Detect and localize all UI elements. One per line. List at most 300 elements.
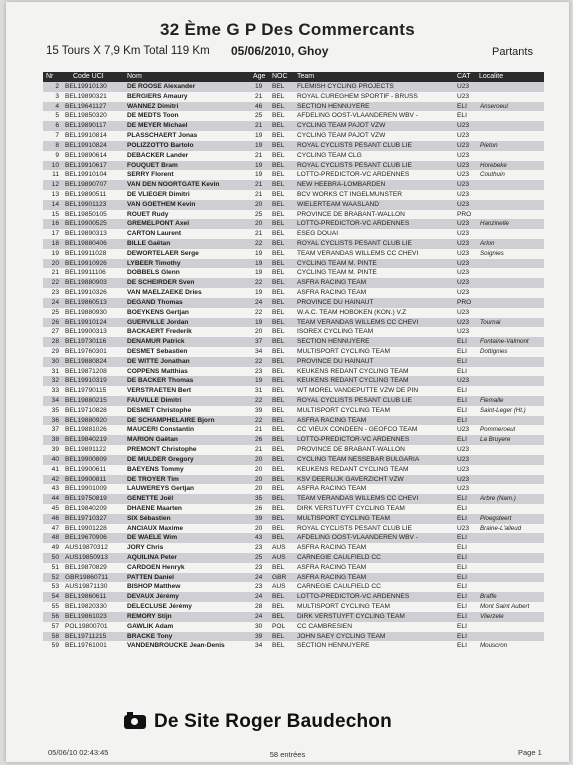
- cell-noc: BEL: [272, 504, 285, 512]
- cell-noc: BEL: [272, 249, 285, 257]
- cell-nr: 10: [51, 161, 59, 169]
- cell-nr: 4: [55, 102, 59, 110]
- cell-name: BILLE Gaëtan: [127, 240, 171, 247]
- cell-category: ELI: [457, 544, 467, 552]
- cell-nr: 49: [51, 544, 59, 552]
- cell-category: U23: [457, 141, 470, 149]
- cell-uci-code: BEL19760301: [65, 347, 107, 355]
- cell-localite: Tournai: [480, 318, 501, 326]
- cell-category: ELI: [457, 563, 467, 571]
- cell-noc: BEL: [272, 416, 285, 424]
- cell-name: VAN DEN NOORTGATE Kevin: [127, 181, 220, 189]
- cell-age: 24: [255, 298, 263, 306]
- cell-nr: 51: [51, 563, 59, 571]
- cell-category: U23: [457, 132, 470, 140]
- cell-nr: 39: [51, 446, 59, 454]
- cell-name: CARTON Laurent: [127, 230, 182, 238]
- cell-noc: BEL: [272, 514, 285, 522]
- cell-uci-code: BEL19710828: [65, 406, 107, 414]
- cell-noc: BEL: [272, 347, 285, 355]
- cell-team: ASFRA RACING TEAM: [297, 289, 367, 297]
- cell-team: LOTTO-PREDICTOR-VC ARDENNES: [297, 436, 410, 444]
- cell-uci-code: BEL19910326: [65, 289, 107, 297]
- cell-category: ELI: [457, 102, 467, 110]
- cell-name: PATTEN Daniel: [127, 573, 175, 581]
- cell-localite: Soignies: [480, 249, 504, 257]
- cell-name: DE WITTE Jonathan: [127, 357, 190, 365]
- cell-noc: BEL: [272, 308, 285, 316]
- cell-team: SECTION HENNUYERE: [297, 102, 370, 110]
- cell-localite: Anseroeul: [480, 102, 508, 110]
- cell-category: U23: [457, 161, 470, 169]
- table-row: [43, 151, 544, 161]
- cell-localite: Fontaine-Valmont: [480, 338, 529, 346]
- cell-noc: BEL: [272, 436, 285, 444]
- cell-category: U23: [457, 318, 470, 326]
- cell-noc: BEL: [272, 426, 285, 434]
- cell-name: VERSTRAETEN Bert: [127, 387, 192, 395]
- cell-category: U23: [457, 328, 470, 336]
- cell-team: ROYAL CYCLISTS PESANT CLUB LIE: [297, 240, 412, 247]
- cell-team: CARNEGIE CAULFIELD CC: [297, 554, 381, 561]
- cell-team: SECTION HENNUYERE: [297, 338, 370, 346]
- cell-nr: 13: [51, 190, 59, 198]
- cell-nr: 57: [51, 622, 59, 630]
- cell-localite: Braine-L'alleud: [480, 524, 522, 532]
- cell-category: PRO: [457, 298, 472, 306]
- cell-team: CYCLING TEAM PAJOT VZW: [297, 132, 386, 140]
- cell-localite: Ploegsteert: [480, 514, 512, 522]
- cell-age: 22: [255, 397, 263, 404]
- cell-nr: 42: [51, 475, 59, 483]
- cell-uci-code: BEL19790115: [65, 387, 107, 395]
- col-noc: NOC: [272, 73, 288, 80]
- table-row: [43, 622, 544, 632]
- table-row: [43, 445, 544, 455]
- col-nr: Nr: [46, 73, 54, 80]
- cell-category: U23: [457, 259, 470, 267]
- table-row: [43, 111, 544, 121]
- cell-localite: Dottignies: [480, 347, 508, 355]
- document-page: [6, 2, 569, 762]
- table-row: [43, 563, 544, 573]
- cell-uci-code: BEL19870829: [65, 563, 107, 571]
- cell-age: 39: [255, 514, 263, 522]
- table-header: [43, 72, 544, 82]
- cell-category: ELI: [457, 397, 467, 404]
- cell-noc: BEL: [272, 181, 285, 189]
- cell-name: DE TROYER Tim: [127, 475, 179, 483]
- cell-category: U23: [457, 122, 470, 130]
- cell-team: CC CAMBRESIEN: [297, 622, 352, 630]
- cell-nr: 44: [51, 495, 59, 503]
- entries-count: 58 entrées: [269, 750, 306, 759]
- cell-team: FLEMISH CYCLING PROJECTS: [297, 83, 394, 90]
- cell-uci-code: BEL19880920: [65, 416, 107, 424]
- cell-age: 23: [255, 583, 263, 591]
- cell-team: LOTTO-PREDICTOR-VC ARDENNES: [297, 593, 410, 601]
- cell-uci-code: BEL19900525: [65, 220, 107, 228]
- cell-category: ELI: [457, 554, 467, 561]
- cell-nr: 12: [51, 181, 59, 189]
- cell-team: BCV WORKS CT INGELMUNSTER: [297, 190, 403, 198]
- cell-age: 23: [255, 367, 263, 375]
- cell-team: ROYAL CUREGHEM SPORTIF - BRUSS: [297, 92, 418, 100]
- cell-category: ELI: [457, 338, 467, 346]
- cell-name: DESMET Christophe: [127, 406, 192, 414]
- cell-category: U23: [457, 475, 470, 483]
- cell-nr: 5: [55, 112, 59, 120]
- cell-uci-code: BEL19901228: [65, 524, 107, 532]
- cell-name: DE BACKER Thomas: [127, 377, 194, 385]
- cell-uci-code: BEL19911028: [65, 249, 107, 257]
- cell-category: ELI: [457, 632, 467, 640]
- cell-name: DEBACKER Lander: [127, 151, 189, 159]
- col-localite: Localite: [479, 73, 504, 80]
- cell-nr: 31: [51, 367, 59, 375]
- cell-age: 34: [255, 347, 263, 355]
- cell-age: 21: [255, 92, 263, 100]
- cell-age: 19: [255, 132, 263, 140]
- table-row: [43, 582, 544, 592]
- cell-noc: BEL: [272, 367, 285, 375]
- cell-category: PRO: [457, 210, 472, 218]
- cell-nr: 16: [51, 220, 59, 228]
- cell-uci-code: AUS19850913: [65, 554, 108, 561]
- cell-age: 21: [255, 151, 263, 159]
- table-row: [43, 239, 544, 249]
- cell-noc: BEL: [272, 603, 285, 611]
- cell-name: DEWORTELAER Serge: [127, 249, 199, 257]
- cell-name: DENAMUR Patrick: [127, 338, 185, 346]
- cell-category: U23: [457, 230, 470, 238]
- cell-team: MULTISPORT CYCLING TEAM: [297, 514, 390, 522]
- table-row: [43, 465, 544, 475]
- page-number: Page 1: [518, 748, 542, 757]
- cell-name: BAEYENS Tommy: [127, 465, 184, 473]
- cell-nr: 55: [51, 603, 59, 611]
- cell-age: 21: [255, 122, 263, 130]
- cell-nr: 35: [51, 406, 59, 414]
- cell-nr: 20: [51, 259, 59, 267]
- cell-age: 19: [255, 377, 263, 385]
- table-row: [43, 504, 544, 514]
- cell-category: U23: [457, 249, 470, 257]
- cell-noc: BEL: [272, 171, 285, 179]
- cell-nr: 9: [55, 151, 59, 159]
- page-title: 32 Ème G P Des Commercants: [159, 20, 416, 39]
- cell-uci-code: BEL19820330: [65, 603, 107, 611]
- cell-name: DEVAUX Jérémy: [127, 593, 179, 601]
- cell-team: ESEG DOUAI: [297, 230, 339, 238]
- cell-name: PREMONT Christophe: [127, 446, 197, 454]
- cell-team: PROVINCE DE BRABANT-WALLON: [297, 210, 405, 218]
- cell-category: U23: [457, 485, 470, 493]
- cell-noc: AUS: [272, 544, 286, 552]
- cell-team: ROYAL CYCLISTS PESANT CLUB LIE: [297, 524, 412, 532]
- cell-nr: 48: [51, 534, 59, 542]
- cell-nr: 6: [55, 122, 59, 130]
- cell-category: ELI: [457, 603, 467, 611]
- table-row: [43, 259, 544, 269]
- cell-nr: 43: [51, 485, 59, 493]
- cell-team: LOTTO-PREDICTOR-VC ARDENNES: [297, 220, 410, 228]
- cell-age: 39: [255, 406, 263, 414]
- cell-nr: 41: [51, 465, 59, 473]
- cell-name: PLASSCHAERT Jonas: [127, 132, 198, 140]
- cell-noc: BEL: [272, 406, 285, 414]
- cell-uci-code: BEL19911106: [65, 269, 106, 277]
- cell-name: BACKAERT Frederik: [127, 328, 192, 336]
- print-timestamp: 05/06/10 02:43:45: [48, 748, 109, 757]
- table-row: [43, 229, 544, 239]
- cell-age: 39: [255, 632, 263, 640]
- cell-category: ELI: [457, 112, 467, 120]
- cell-age: 23: [255, 563, 263, 571]
- cell-age: 24: [255, 573, 263, 581]
- cell-name: DEGAND Thomas: [127, 298, 183, 306]
- cell-nr: 3: [55, 92, 59, 100]
- cell-age: 19: [255, 249, 263, 257]
- cell-name: WANNEZ Dimitri: [127, 102, 179, 110]
- cell-noc: BEL: [272, 200, 285, 208]
- cell-uci-code: BEL19890321: [65, 92, 107, 100]
- cell-team: ISOREX CYCLING TEAM: [297, 328, 374, 336]
- cell-nr: 2: [55, 83, 59, 90]
- cell-category: U23: [457, 181, 470, 189]
- table-row: [43, 641, 544, 651]
- cell-category: ELI: [457, 573, 467, 581]
- cell-nr: 54: [51, 593, 59, 601]
- cell-localite: Arbre (Nam.): [480, 495, 516, 503]
- cell-noc: BEL: [272, 259, 285, 267]
- cell-uci-code: BEL19761001: [65, 642, 107, 650]
- cell-uci-code: BEL19890614: [65, 151, 107, 159]
- cell-name: SERRY Florent: [127, 171, 174, 179]
- cell-team: LOTTO-PREDICTOR-VC ARDENNES: [297, 171, 410, 179]
- list-type: Partants: [492, 46, 533, 58]
- cell-team: WT MOREL VANDEPUTTE VZW DE PIN: [297, 387, 419, 395]
- table-row: [43, 484, 544, 494]
- cell-team: ASFRA RACING TEAM: [297, 573, 367, 581]
- cell-team: CARNEGIE CAULFIELD CC: [297, 583, 381, 591]
- cell-age: 23: [255, 544, 263, 552]
- cell-uci-code: BEL19880903: [65, 279, 107, 287]
- cell-uci-code: BEL19910130: [65, 83, 107, 90]
- table-row: [43, 92, 544, 102]
- cell-age: 22: [255, 416, 263, 424]
- table-row: [43, 288, 544, 298]
- cell-uci-code: BEL19860611: [65, 593, 107, 601]
- cell-team: CC VIEUX CONDEEN - GEOFCO TEAM: [297, 426, 418, 434]
- cell-category: U23: [457, 524, 470, 532]
- cell-nr: 25: [51, 308, 59, 316]
- table-row: [43, 425, 544, 435]
- cell-team: CYCLING TEAM NESSEBAR BULGARIA: [297, 455, 420, 463]
- cell-noc: AUS: [272, 583, 286, 591]
- cell-uci-code: BEL19670906: [65, 534, 107, 542]
- cell-nr: 11: [52, 171, 59, 179]
- cell-uci-code: BEL19711215: [65, 632, 107, 640]
- cell-name: FAUVILLE Dimitri: [127, 397, 182, 404]
- cell-uci-code: BEL19880215: [65, 397, 107, 404]
- cell-age: 21: [255, 190, 263, 198]
- cell-team: ROYAL CYCLISTS PESANT CLUB LIE: [297, 161, 412, 169]
- table-row: [43, 386, 544, 396]
- cell-nr: 59: [51, 642, 59, 650]
- cell-noc: BEL: [272, 446, 285, 454]
- cell-name: BRACKE Tony: [127, 632, 173, 640]
- cell-category: ELI: [457, 504, 467, 512]
- cell-nr: 22: [51, 279, 59, 287]
- cell-age: 22: [255, 240, 263, 247]
- cell-category: ELI: [457, 612, 467, 620]
- cell-team: KEUKENS REDANT CYCLING TEAM: [297, 377, 409, 385]
- cell-team: TEAM VERANDAS WILLEMS CC CHEVI: [297, 495, 419, 503]
- cell-name: GREMELPONT Axel: [127, 220, 190, 228]
- cell-team: TEAM VERANDAS WILLEMS CC CHEVI: [297, 318, 419, 326]
- cell-nr: 45: [51, 504, 59, 512]
- cell-noc: BEL: [272, 279, 285, 287]
- cell-uci-code: BEL19900811: [65, 475, 107, 483]
- cell-name: JORY Chris: [127, 544, 164, 552]
- cell-uci-code: BEL19910926: [65, 259, 107, 267]
- cell-name: BISHOP Matthew: [127, 583, 181, 591]
- cell-team: WIELERTEAM WAASLAND: [297, 200, 380, 208]
- cell-noc: BEL: [272, 397, 285, 404]
- cell-name: LAUWEREYS Gertjan: [127, 485, 195, 493]
- cell-uci-code: BEL19910319: [65, 377, 107, 385]
- cell-uci-code: BEL19750819: [65, 495, 107, 503]
- cell-nr: 33: [51, 387, 59, 395]
- cell-uci-code: BEL19901123: [65, 200, 107, 208]
- cell-age: 28: [255, 603, 263, 611]
- race-date-location: 05/06/2010, Ghoy: [231, 44, 329, 58]
- site-logo: [124, 710, 392, 734]
- table-row: [43, 396, 544, 406]
- cell-noc: BEL: [272, 328, 285, 336]
- cell-uci-code: BEL19881026: [65, 426, 107, 434]
- cell-name: GAWLIK Adam: [127, 622, 174, 630]
- cell-noc: BEL: [272, 141, 285, 149]
- cell-noc: BEL: [272, 269, 285, 277]
- cell-noc: BEL: [272, 210, 285, 218]
- cell-localite: Pieton: [480, 141, 498, 149]
- table-row: [43, 455, 544, 465]
- cell-category: U23: [457, 377, 470, 385]
- table-row: [43, 475, 544, 485]
- cell-age: 19: [255, 259, 263, 267]
- cell-nr: 38: [51, 436, 59, 444]
- cell-age: 21: [255, 181, 263, 189]
- cell-noc: BEL: [272, 102, 285, 110]
- cell-category: U23: [457, 83, 470, 90]
- cell-noc: BEL: [272, 377, 285, 385]
- cell-localite: Couthuin: [480, 171, 505, 179]
- cell-age: 19: [255, 318, 263, 326]
- cell-age: 22: [255, 279, 263, 287]
- cell-age: 20: [255, 200, 263, 208]
- cell-name: VANDENBROUCKE Jean-Denis: [127, 642, 225, 650]
- cell-name: DE SCHAMPHELAIRE Bjorn: [127, 416, 215, 424]
- cell-category: ELI: [457, 583, 467, 591]
- cell-team: ASFRA RACING TEAM: [297, 563, 367, 571]
- cell-name: DE MEDTS Toon: [127, 112, 179, 120]
- cell-nr: 34: [51, 397, 59, 404]
- cell-localite: Arlon: [480, 240, 495, 247]
- cell-nr: 24: [51, 298, 59, 306]
- cell-team: CYCLING TEAM CLG: [297, 151, 362, 159]
- cell-age: 19: [255, 289, 263, 297]
- cell-team: PROVINCE DU HAINAUT: [297, 357, 374, 365]
- col-cat: CAT: [457, 73, 471, 80]
- cell-team: DIRK VERSTUYFT CYCLING TEAM: [297, 612, 405, 620]
- cell-age: 19: [255, 83, 263, 90]
- cell-category: U23: [457, 465, 470, 473]
- cell-uci-code: BEL19880824: [65, 357, 107, 365]
- cell-category: ELI: [457, 387, 467, 395]
- cell-team: AFDELING OOST-VLAANDEREN WBV -: [297, 534, 418, 542]
- cell-noc: AUS: [272, 554, 286, 561]
- cell-noc: BEL: [272, 495, 285, 503]
- cell-age: 20: [255, 465, 263, 473]
- cell-nr: 15: [51, 210, 59, 218]
- cell-team: W.A.C. TEAM HOBOKEN (KON.) V.Z: [297, 308, 407, 316]
- cell-name: DE WAELE Wim: [127, 534, 178, 542]
- cell-nr: 23: [51, 289, 59, 297]
- cell-uci-code: BEL19910617: [65, 161, 107, 169]
- cell-nr: 14: [51, 200, 59, 208]
- table-row: [43, 180, 544, 190]
- cell-name: BOEYKENS Gertjan: [127, 308, 189, 316]
- table-row: [43, 278, 544, 288]
- cell-age: 19: [255, 161, 263, 169]
- cell-team: MULTISPORT CYCLING TEAM: [297, 406, 390, 414]
- cell-category: U23: [457, 240, 470, 247]
- logo-text: De Site Roger Baudechon: [154, 711, 392, 732]
- cell-age: 25: [255, 112, 263, 120]
- col-name: Nom: [127, 73, 142, 80]
- cell-category: ELI: [457, 622, 467, 630]
- cell-name: DE MEYER Michael: [127, 122, 188, 130]
- table-row: [43, 298, 544, 308]
- cell-category: ELI: [457, 534, 467, 542]
- cell-nr: 7: [55, 132, 59, 140]
- cell-noc: BEL: [272, 230, 285, 238]
- cell-team: CYCLING TEAM M. PINTE: [297, 259, 377, 267]
- cell-noc: BEL: [272, 298, 285, 306]
- cell-localite: Pommeroeul: [480, 426, 516, 434]
- cell-age: 20: [255, 220, 263, 228]
- cell-team: ASFRA RACING TEAM: [297, 279, 367, 287]
- cell-category: U23: [457, 455, 470, 463]
- cell-noc: BEL: [272, 161, 285, 169]
- cell-nr: 26: [51, 318, 59, 326]
- cell-age: 20: [255, 524, 263, 532]
- cell-age: 19: [255, 141, 263, 149]
- cell-localite: Mont Saint Aubert: [480, 603, 530, 611]
- cell-age: 31: [255, 387, 263, 395]
- cell-age: 24: [255, 593, 263, 601]
- table-row: [43, 219, 544, 229]
- cell-team: ROYAL CYCLISTS PESANT CLUB LIE: [297, 141, 412, 149]
- table-row: [43, 612, 544, 622]
- cell-category: U23: [457, 308, 470, 316]
- cell-age: 20: [255, 475, 263, 483]
- cell-age: 19: [255, 171, 263, 179]
- cell-age: 20: [255, 485, 263, 493]
- camera-icon: [124, 715, 146, 729]
